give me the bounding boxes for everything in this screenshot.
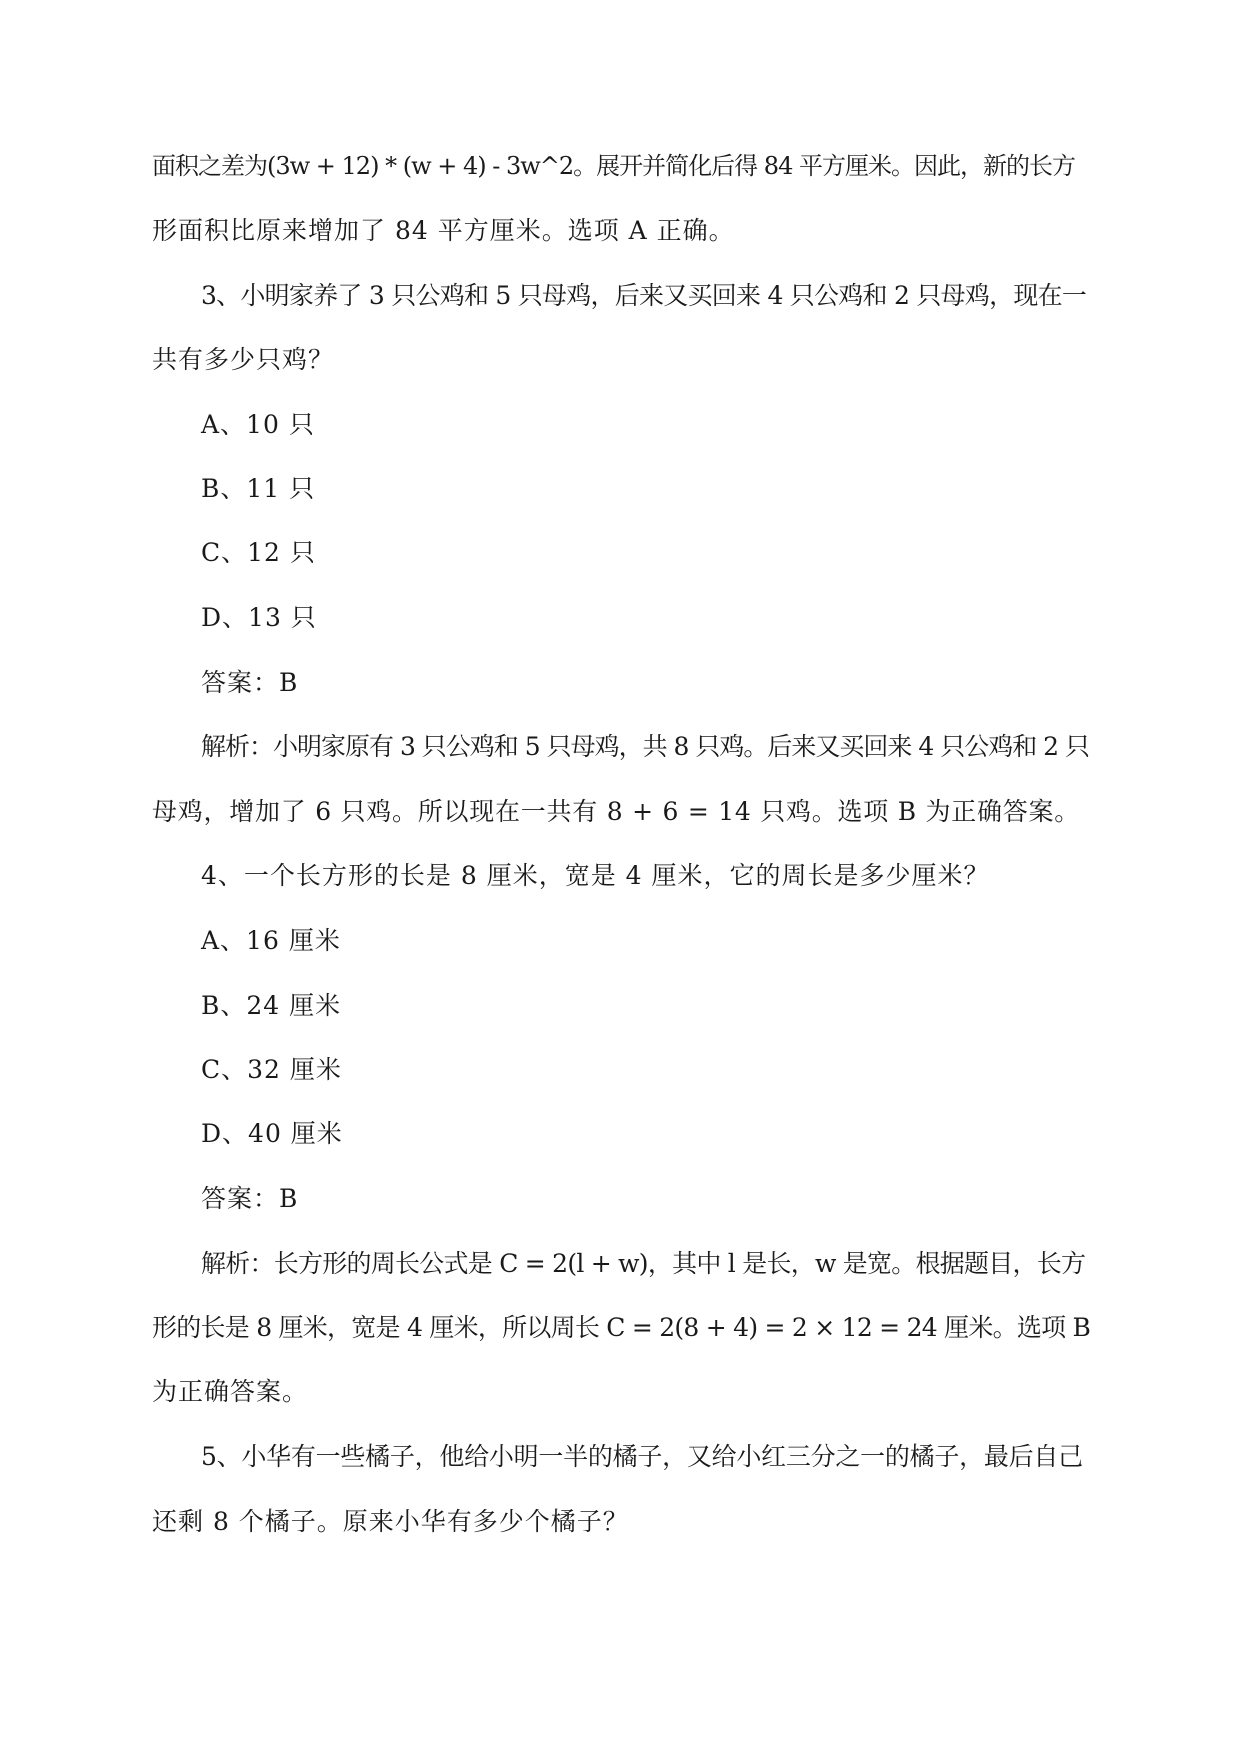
option-a: A、16 厘米 <box>201 926 341 955</box>
text-line: 形面积比原来增加了 84 平方厘米。选项 A 正确。 <box>152 216 735 245</box>
option-d: D、13 只 <box>201 603 317 632</box>
question-3-text: 3、小明家养了 3 只公鸡和 5 只母鸡，后来又买回来 4 只公鸡和 2 只母鸡，现在一 <box>201 281 1087 310</box>
explanation-text: 解析：小明家原有 3 只公鸡和 5 只母鸡，共 8 只鸡。后来又买回来 4 只公鸡和 2 只 <box>201 732 1089 761</box>
question-4-text: 4、一个长方形的长是 8 厘米，宽是 4 厘米，它的周长是多少厘米？ <box>201 861 990 890</box>
explanation-text: 为正确答案。 <box>152 1377 309 1406</box>
text-line: 面积之差为(3w + 12) * (w + 4) - 3w^2。展开并简化后得 84 平方厘米。因此，新的长方 <box>152 152 1075 180</box>
question-5-text: 5、小华有一些橘子，他给小明一半的橘子，又给小红三分之一的橘子，最后自己 <box>201 1442 1083 1471</box>
option-c: C、32 厘米 <box>201 1055 342 1084</box>
answer-line: 答案：B <box>201 1184 299 1213</box>
explanation-text: 形的长是 8 厘米，宽是 4 厘米，所以周长 C = 2(8 + 4) = 2 × 12 = 24 厘米。选项 B <box>152 1313 1091 1342</box>
option-b: B、11 只 <box>201 474 316 503</box>
explanation-text: 解析：长方形的周长公式是 C = 2(l + w)，其中 l 是长，w 是宽。根据题目，长方 <box>201 1249 1086 1278</box>
option-a: A、10 只 <box>201 410 315 439</box>
option-c: C、12 只 <box>201 538 316 567</box>
answer-line: 答案：B <box>201 668 299 697</box>
option-b: B、24 厘米 <box>201 991 342 1020</box>
question-3-text: 共有多少只鸡？ <box>152 345 335 374</box>
explanation-text: 母鸡，增加了 6 只鸡。所以现在一共有 8 + 6 = 14 只鸡。选项 B 为正确答案。 <box>152 797 1081 826</box>
option-d: D、40 厘米 <box>201 1119 343 1148</box>
question-5-text: 还剩 8 个橘子。原来小华有多少个橘子？ <box>152 1507 629 1536</box>
